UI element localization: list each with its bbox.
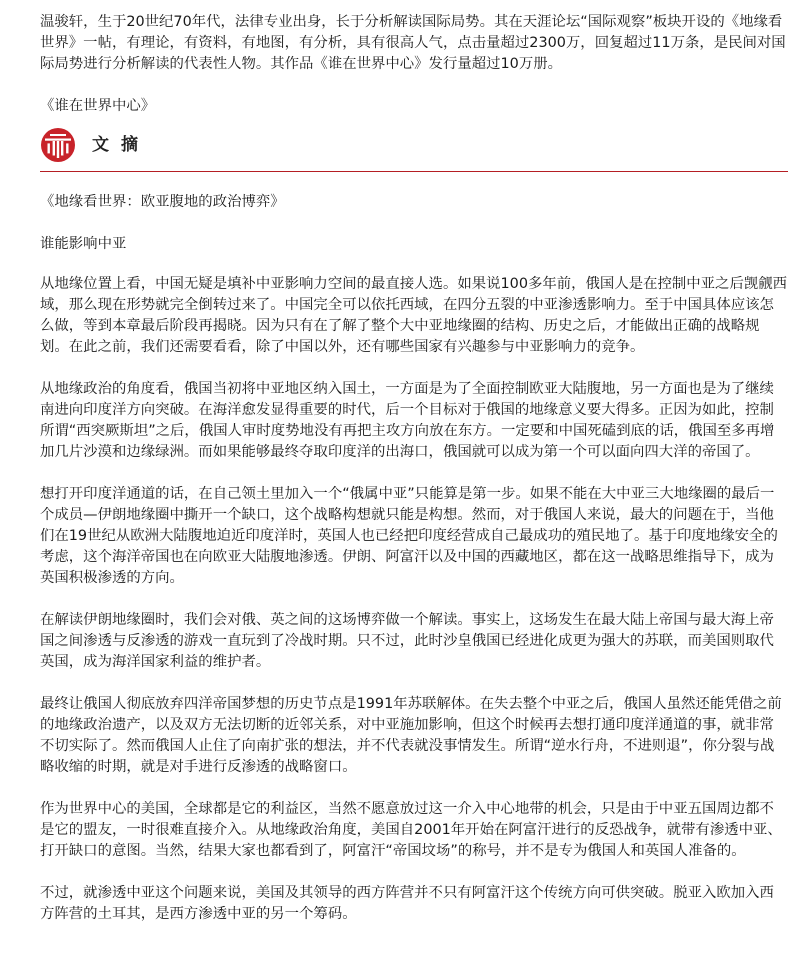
article-page [40,0,788,925]
paragraph: 从地缘位置上看，中国无疑是填补中亚影响力空间的最直接人选。如果说100多年前，俄国人是在控制中亚之后觊觎西域，那么现在形势就完全倒转过来了。中国完全可以依托西域，在四分五裂的中亚渗透影响力。至于中国具体应该怎么做，等到本章最后阶段再揭晓。因为只有在了解了整个大中亚地缘圈的结构、历史之后，才能做出正确的战略规划。在此之前，我们还需要看看，除了中国以外，还有哪些国家有兴趣参与中亚影响力的竞争。 [40,276,788,355]
paragraph: 不过，就渗透中亚这个问题来说，美国及其领导的西方阵营并不只有阿富汗这个传统方向可供突破。脱亚入欧加入西方阵营的土耳其，是西方渗透中亚的另一个筹码。 [40,885,774,922]
author-bio: 温骏轩，生于20世纪70年代，法律专业出身，长于分析解读国际局势。其在天涯论坛“国际观察”板块开设的《地缘看世界》一帖，有理论，有资料，有地图，有分析，具有很高人气，点击量超过2300万，回复超过11万条，是民间对国际局势进行分析解读的代表性人物。其作品《谁在世界中心》发行量超过10万册。 [40,14,786,72]
section-header [40,127,788,172]
paragraph: 最终让俄国人彻底放弃四洋帝国梦想的历史节点是1991年苏联解体。在失去整个中亚之后，俄国人虽然还能凭借之前的地缘政治遗产，以及双方无法切断的近邻关系，对中亚施加影响，但这个时候再去想打通印度洋通道的事，就非常不切实际了。然而俄国人止住了向南扩张的想法，并不代表就没事情发生。所谓“逆水行舟，不进则退”，你分裂与战略收缩的时期，就是对手进行反渗透的战略窗口。 [40,696,782,775]
excerpt-title: 《地缘看世界：欧亚腹地的政治博弈》 [40,194,285,210]
section-title: 文摘 [92,135,150,155]
citic-logo-icon [40,127,76,163]
chapter-title: 谁能影响中亚 [40,236,127,252]
book-title: 《谁在世界中心》 [40,98,156,114]
paragraph: 从地缘政治的角度看，俄国当初将中亚地区纳入国土，一方面是为了全面控制欧亚大陆腹地，另一方面也是为了继续南进向印度洋方向突破。在海洋愈发显得重要的时代，后一个目标对于俄国的地缘意义要大得多。正因为如此，控制所谓“西突厥斯坦”之后，俄国人审时度势地没有再把主攻方向放在东方。一定要和中国死磕到底的话，俄国至多再增加几片沙漠和边缘绿洲。而如果能够最终夺取印度洋的出海口，俄国就可以成为第一个可以面向四大洋的帝国了。 [40,381,775,460]
paragraph: 想打开印度洋通道的话，在自己领土里加入一个“俄属中亚”只能算是第一步。如果不能在大中亚三大地缘圈的最后一个成员—伊朗地缘圈中撕开一个缺口，这个战略构想就只能是构想。然而，对于俄国人来说，最大的问题在于，当他们在19世纪从欧洲大陆腹地迫近印度洋时，英国人也已经把印度经营成自己最成功的殖民地了。基于印度地缘安全的考虑，这个海洋帝国也在向欧亚大陆腹地渗透。伊朗、阿富汗以及中国的西藏地区，都在这一战略思维指导下，成为英国积极渗透的方向。 [40,486,778,586]
paragraph: 作为世界中心的美国，全球都是它的利益区，当然不愿意放过这一介入中心地带的机会，只是由于中亚五国周边都不是它的盟友，一时很难直接介入。从地缘政治角度，美国自2001年开始在阿富汗进行的反恐战争，就带有渗透中亚、打开缺口的意图。当然，结果大家也都看到了，阿富汗“帝国坟场”的称号，并不是专为俄国人和英国人准备的。 [40,801,782,859]
paragraph: 在解读伊朗地缘圈时，我们会对俄、英之间的这场博弈做一个解读。事实上，这场发生在最大陆上帝国与最大海上帝国之间渗透与反渗透的游戏一直玩到了冷战时期。只不过，此时沙皇俄国已经进化成更为强大的苏联，而美国则取代英国，成为海洋国家利益的维护者。 [40,612,774,670]
